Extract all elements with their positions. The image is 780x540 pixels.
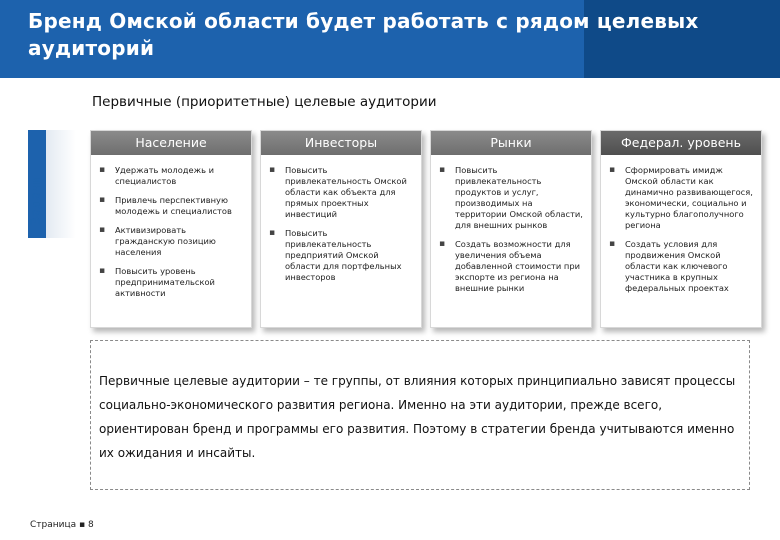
list-item: ▪ Повысить привлекательность предприятий Омской области для портфельных инвесторов: [269, 228, 415, 283]
tasks-label-text: Задачи: [29, 175, 45, 225]
list-item: ▪ Повысить привлекательность Омской области как объекта для прямых проектных инвестиций: [269, 165, 415, 220]
column-header-population: Население: [91, 131, 251, 155]
column-list: [431, 155, 591, 294]
list-item: ▪ Привлечь перспективную молодежь и специалистов: [99, 195, 245, 217]
list-item: ▪ Создать условия для продвижения Омской области как ключевого участника в крупных федеральных проектах: [609, 239, 755, 294]
column-list: [261, 155, 421, 283]
page-title: Бренд Омской области будет работать с рядом целевых аудиторий: [28, 9, 699, 60]
column-header-markets: Рынки: [431, 131, 591, 155]
column-header-federal: Федерал. уровень: [601, 131, 761, 155]
column-population: [90, 130, 252, 328]
column-list: [91, 155, 251, 299]
column-header-investors: Инвесторы: [261, 131, 421, 155]
column-markets: [430, 130, 592, 328]
page-number: Страница ▪ 8: [30, 520, 94, 530]
column-list: [601, 155, 761, 294]
tasks-label: [22, 170, 52, 230]
list-item: ▪ Сформировать имидж Омской области как динамично развивающегося, экономически, социально и культурно благополучного региона: [609, 165, 755, 231]
list-item: ▪ Удержать молодежь и специалистов: [99, 165, 245, 187]
list-item: ▪ Активизировать гражданскую позицию населения: [99, 225, 245, 258]
list-item: ▪ Повысить уровень предпринимательской активности: [99, 266, 245, 299]
section-subtitle: Первичные (приоритетные) целевые аудитории: [92, 94, 437, 110]
definition-box: [90, 340, 750, 490]
definition-text: Первичные целевые аудитории – те группы, от влияния которых принципиально зависят процессы социально-экономического развития региона. Именно на эти аудитории, прежде всего, ориентирован бренд и программы его развития. Поэтому в стратегии бренда учитываются именно их ожидания и инсайты.: [99, 374, 736, 460]
list-item: ▪ Повысить привлекательность продуктов и услуг, производимых на территории Омской области, для внешних рынков: [439, 165, 585, 231]
column-federal: [600, 130, 762, 328]
column-investors: [260, 130, 422, 328]
header-banner: [0, 0, 780, 78]
list-item: ▪ Создать возможности для увеличения объема добавленной стоимости при экспорте из региона на внешние рынки: [439, 239, 585, 294]
